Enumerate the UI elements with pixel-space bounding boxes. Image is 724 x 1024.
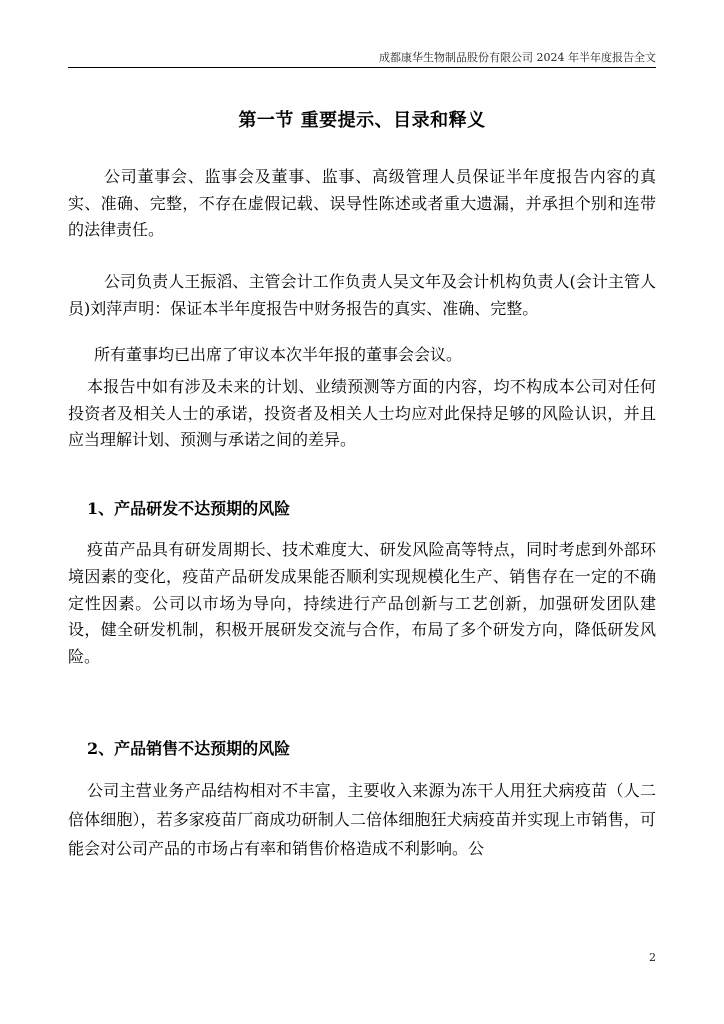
header-rule	[68, 67, 656, 68]
board-attendance-paragraph: 所有董事均已出席了审议本次半年报的董事会会议。	[94, 345, 463, 364]
forward-looking-paragraph: 本报告中如有涉及未来的计划、业绩预测等方面的内容，均不构成本公司对任何投资者及相关人士的承诺，投资者及相关人士均应对此保持足够的风险认识，并且应当理解计划、预测与承诺之间的差异。	[68, 377, 656, 449]
page-number: 2	[649, 951, 656, 964]
board-guarantee-paragraph: 公司董事会、监事会及董事、监事、高级管理人员保证半年度报告内容的真实、准确、完整，不存在虚假记载、误导性陈述或者重大遗漏，并承担个别和连带的法律责任。	[68, 167, 656, 239]
risk-body-rd: 疫苗产品具有研发周期长、技术难度大、研发风险高等特点，同时考虑到外部环境因素的变化，疫苗产品研发成果能否顺利实现规模化生产、销售存在一定的不确定性因素。公司以市场为导向，持续进行产品创新与工艺创新，加强研发团队建设，健全研发机制，积极开展研发交流与合作，布局了多个研发方向，降低研发风险。	[68, 540, 656, 667]
officer-statement-paragraph: 公司负责人王振滔、主管会计工作负责人吴文年及会计机构负责人(会计主管人员)刘萍声明：保证本半年度报告中财务报告的真实、准确、完整。	[68, 272, 656, 318]
section-title: 第一节 重要提示、目录和释义	[238, 110, 486, 131]
risk-heading-sales: 2、产品销售不达预期的风险	[87, 739, 291, 758]
risk-body-sales: 公司主营业务产品结构相对不丰富，主要收入来源为冻干人用狂犬病疫苗（人二倍体细胞），若多家疫苗厂商成功研制人二倍体细胞狂犬病疫苗并实现上市销售，可能会对公司产品的市场占有率和销售价格造成不利影响。公	[68, 781, 656, 858]
risk-heading-rd: 1、产品研发不达预期的风险	[87, 499, 291, 518]
running-header: 成都康华生物制品股份有限公司 2024 年半年度报告全文	[379, 51, 656, 64]
